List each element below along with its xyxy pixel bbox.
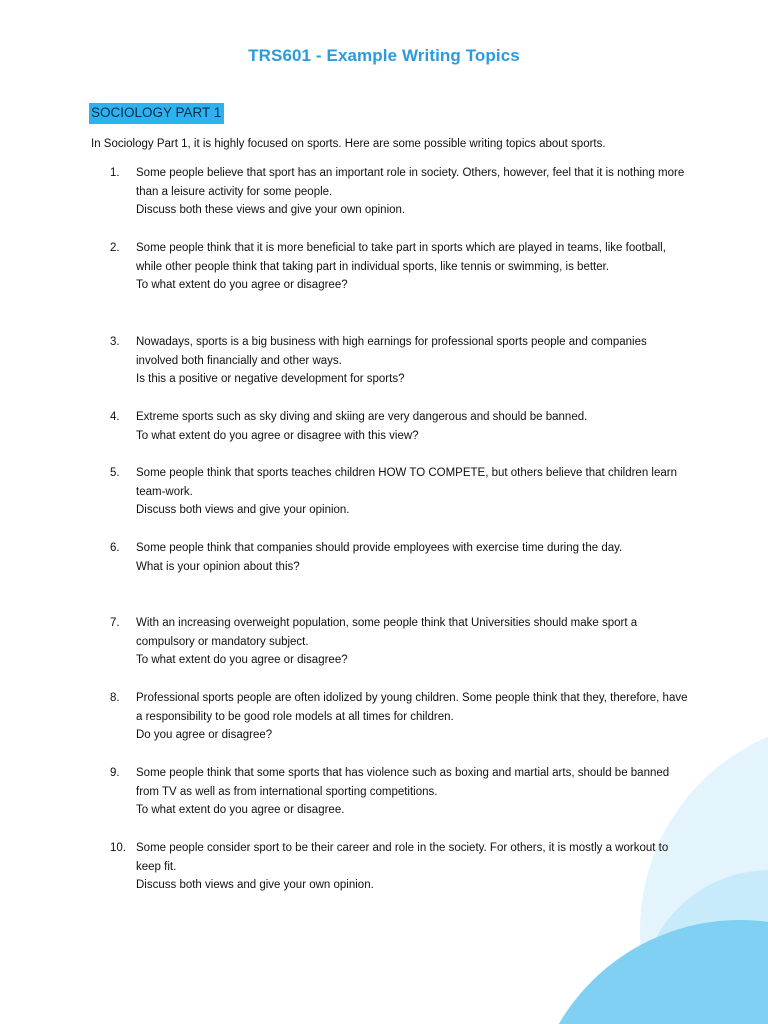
topic-number: 6. — [110, 542, 120, 554]
topic-question: What is your opinion about this? — [136, 560, 300, 573]
topic-number: 8. — [110, 692, 120, 704]
topic-body — [136, 539, 688, 576]
topic-body — [136, 464, 688, 520]
topic-statement: Some people consider sport to be their career and role in the society. For others, it is mostly a workout to keep fit. — [136, 842, 669, 873]
topic-number: 4. — [110, 411, 120, 423]
document-title: TRS601 - Example Writing Topics — [248, 46, 520, 65]
topic-body — [136, 164, 688, 220]
topic-body — [136, 839, 688, 895]
intro-paragraph: In Sociology Part 1, it is highly focused on sports. Here are some possible writing topics about sports. — [91, 138, 606, 150]
topic-number: 3. — [110, 336, 120, 348]
topic-question: Discuss both views and give your opinion. — [136, 504, 350, 517]
topic-body — [136, 239, 688, 295]
topic-question: To what extent do you agree or disagree? — [136, 654, 348, 667]
topic-statement: Some people think that companies should provide employees with exercise time during the day. — [136, 542, 623, 554]
topic-question: Discuss both views and give your own opinion. — [136, 879, 374, 892]
topic-question: To what extent do you agree or disagree? — [136, 279, 348, 292]
topic-statement: Nowadays, sports is a big business with high earnings for professional sports people and companies involved both financially and other ways. — [136, 336, 647, 367]
topic-statement: Extreme sports such as sky diving and skiing are very dangerous and should be banned. — [136, 411, 588, 423]
topic-question: Discuss both these views and give your own opinion. — [136, 204, 406, 217]
topic-number: 1. — [110, 167, 120, 179]
topic-question: To what extent do you agree or disagree. — [136, 804, 345, 817]
topic-statement: Some people think that some sports that has violence such as boxing and martial arts, should be banned from TV as well as from international sporting competitions. — [136, 767, 670, 798]
topic-number: 7. — [110, 617, 120, 629]
topic-number: 9. — [110, 767, 120, 779]
topic-question: Do you agree or disagree? — [136, 729, 273, 742]
topic-body — [136, 689, 688, 745]
topic-statement: Some people think that it is more beneficial to take part in sports which are played in teams, like football, while other people think that taking part in individual sports, like tennis or swimming, is better. — [136, 242, 666, 273]
topic-body — [136, 408, 688, 445]
topic-number: 2. — [110, 242, 120, 254]
topic-number: 10. — [110, 842, 126, 854]
topic-body — [136, 333, 688, 389]
topic-statement: Some people think that sports teaches children HOW TO COMPETE, but others believe that children learn team-work. — [136, 467, 677, 498]
topic-question: To what extent do you agree or disagree with this view? — [136, 429, 419, 442]
section-heading: SOCIOLOGY PART 1 — [89, 103, 224, 124]
topic-question: Is this a positive or negative development for sports? — [136, 373, 405, 386]
topic-statement: Some people believe that sport has an important role in society. Others, however, feel that it is nothing more than a leisure activity for some people. — [136, 167, 685, 198]
topic-statement: With an increasing overweight population, some people think that Universities should make sport a compulsory or mandatory subject. — [136, 617, 638, 648]
topic-statement: Professional sports people are often idolized by young children. Some people think that they, therefore, have a responsibility to be good role models at all times for children. — [136, 692, 688, 723]
topic-body — [136, 614, 688, 670]
topic-number: 5. — [110, 467, 120, 479]
topic-body — [136, 764, 688, 820]
